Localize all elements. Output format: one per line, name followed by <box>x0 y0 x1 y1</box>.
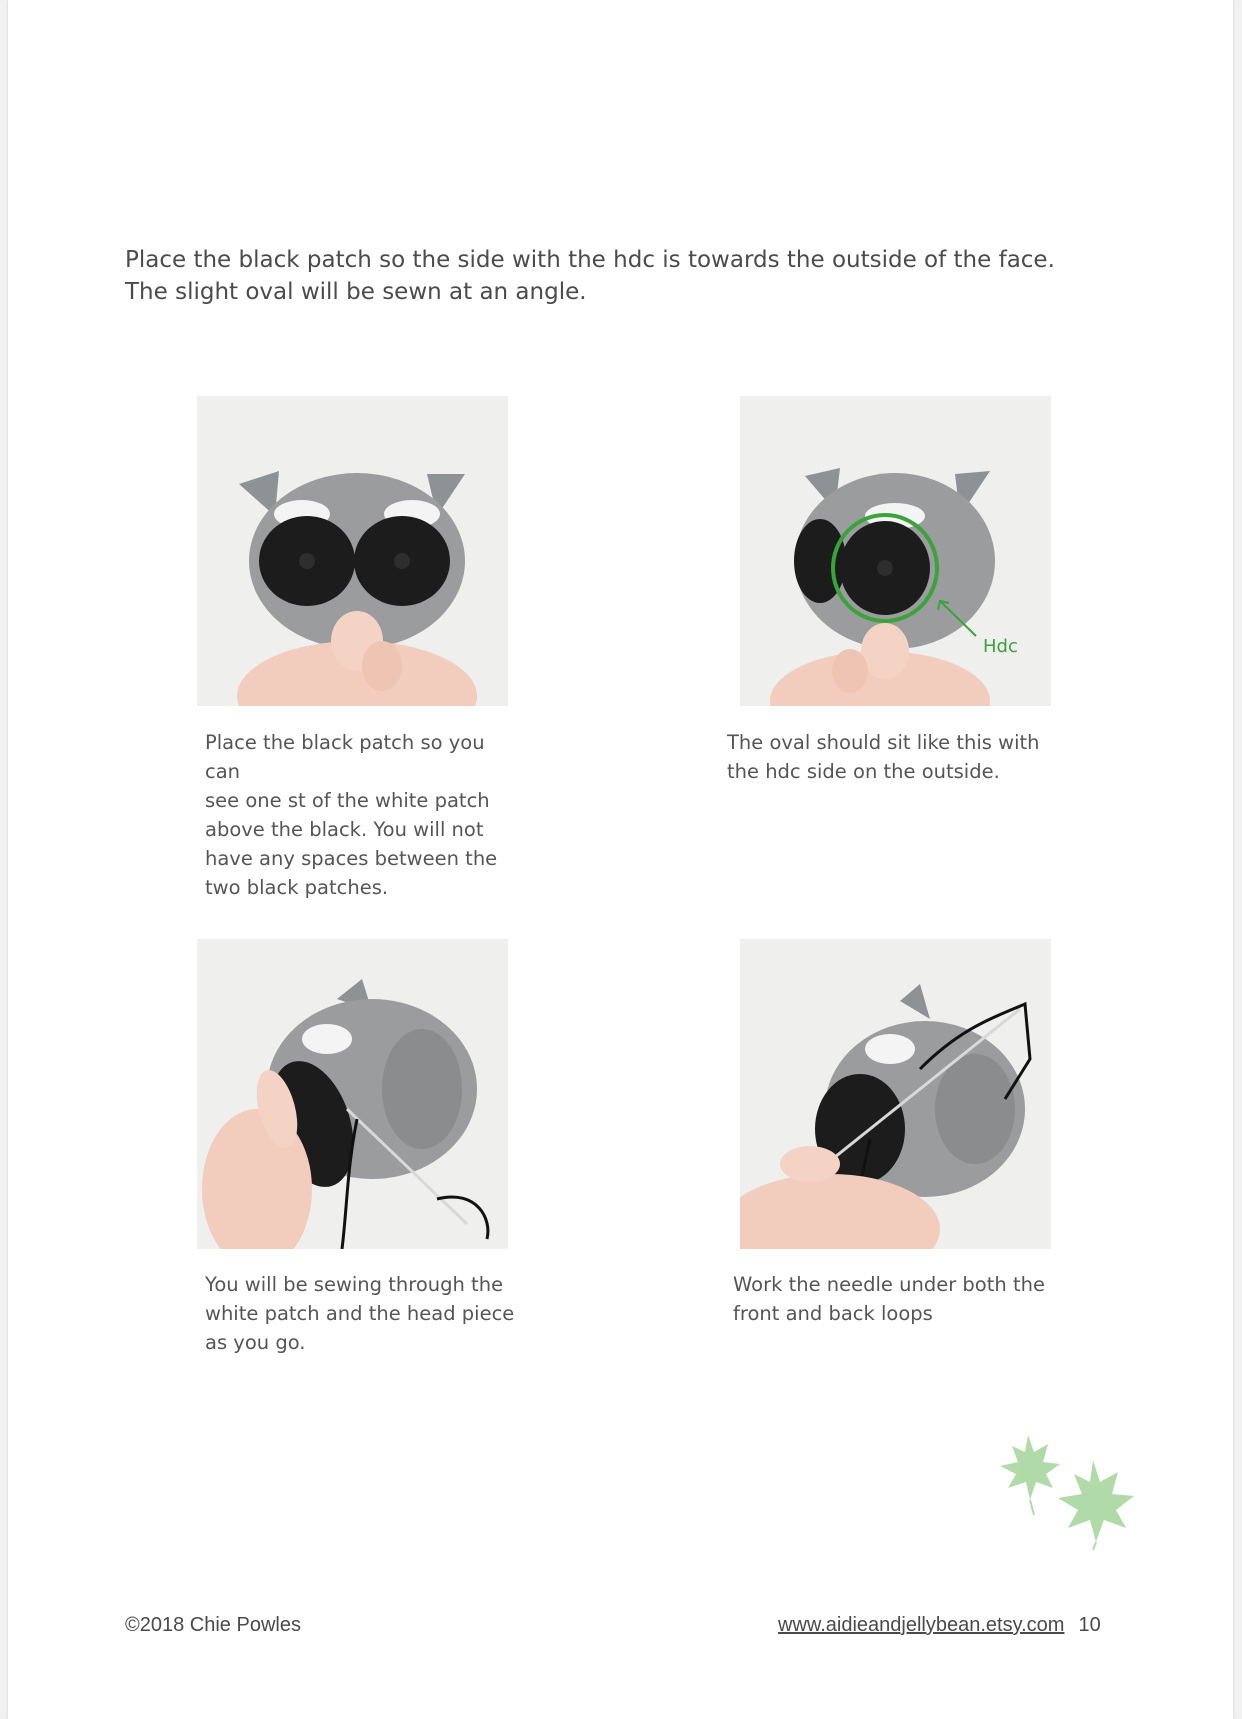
caption-line: white patch and the head piece <box>205 1302 515 1325</box>
step-3-caption <box>205 1270 525 1357</box>
needle-through-loops-photo-icon <box>740 939 1051 1249</box>
green-leaves-icon <box>998 1430 1148 1550</box>
intro-line-2: The slight oval will be sewn at an angle. <box>125 279 587 305</box>
step-4-caption <box>733 1270 1053 1328</box>
caption-line: have any spaces between the <box>205 847 498 870</box>
caption-line: the hdc side on the outside. <box>727 760 1000 783</box>
caption-line: The oval should sit like this with <box>727 731 1040 754</box>
raccoon-head-annotated-photo-icon <box>740 396 1051 706</box>
footer-right <box>778 1614 1101 1637</box>
page-number: 10 <box>1078 1614 1101 1636</box>
caption-line: front and back loops <box>733 1302 933 1325</box>
document-page <box>8 0 1233 1719</box>
intro-line-1: Place the black patch so the side with the hdc is towards the outside of the face. <box>125 247 1055 273</box>
caption-line: as you go. <box>205 1331 306 1354</box>
raccoon-head-photo-icon <box>197 396 508 706</box>
step-1-caption <box>205 728 525 902</box>
hdc-annotation-label: Hdc <box>983 636 1018 657</box>
step-2-caption <box>727 728 1047 786</box>
step-1-photo <box>197 396 508 706</box>
caption-line: Place the black patch so you can <box>205 731 485 783</box>
step-4-photo <box>740 939 1051 1249</box>
step-3-photo <box>197 939 508 1249</box>
caption-line: see one st of the white patch <box>205 789 490 812</box>
caption-line: above the black. You will not <box>205 818 484 841</box>
intro-text <box>125 244 1085 308</box>
step-2-photo <box>740 396 1051 706</box>
website-link[interactable]: www.aidieandjellybean.etsy.com <box>778 1614 1065 1636</box>
caption-line: Work the needle under both the <box>733 1273 1045 1296</box>
caption-line: two black patches. <box>205 876 389 899</box>
sewing-patch-photo-icon <box>197 939 508 1249</box>
copyright-text: ©2018 Chie Powles <box>125 1614 301 1636</box>
caption-line: You will be sewing through the <box>205 1273 504 1296</box>
